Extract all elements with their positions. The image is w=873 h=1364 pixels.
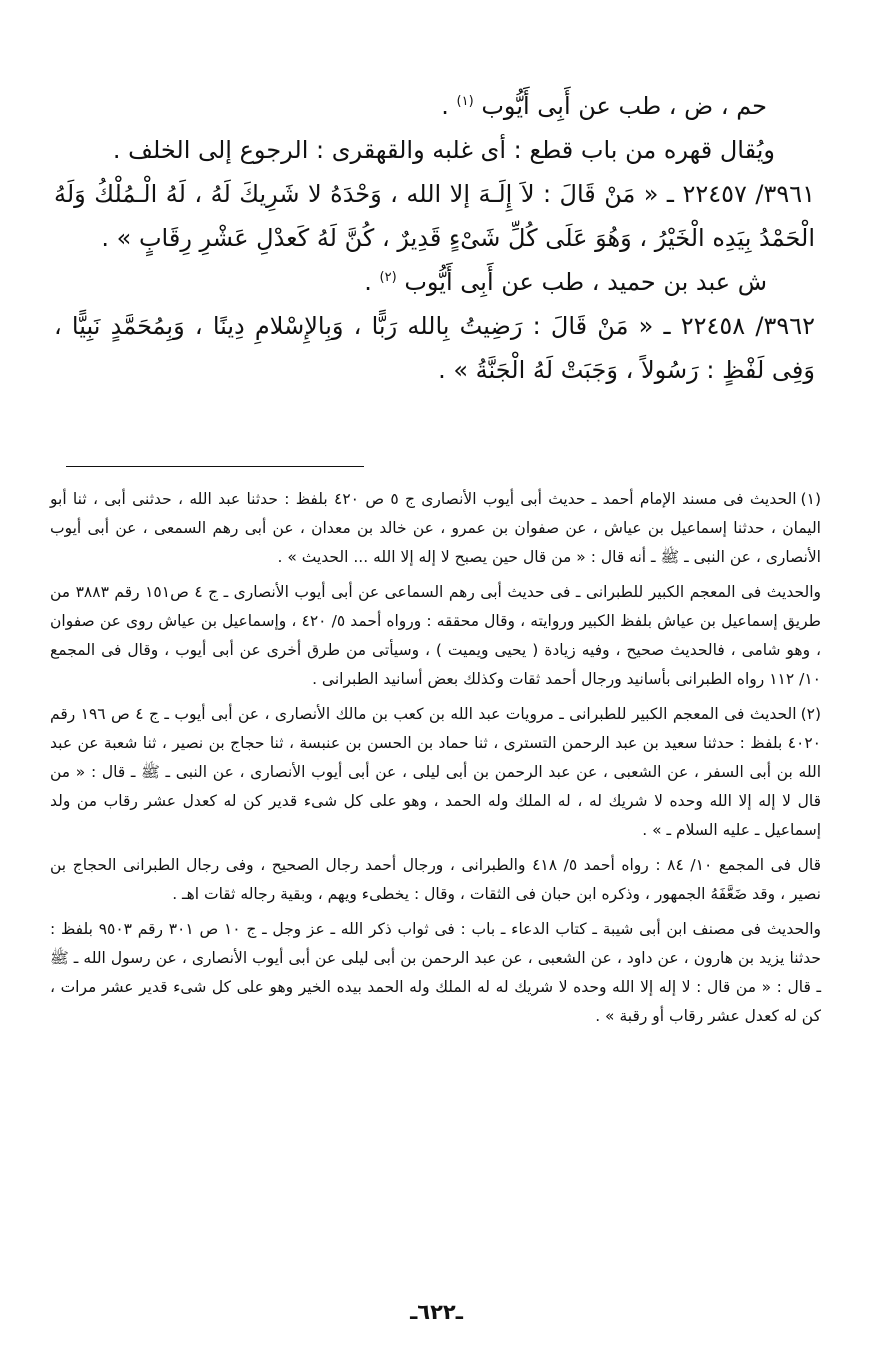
footnote-1-paragraph-1-text: الحديث فى مسند الإمام أحمد ـ حديث أبى أيوب الأنصارى ج ٥ ص ٤٢٠ بلفظ : حدثنا عبد الله ، حدثنى أبى ، ثنا أبو اليمان ، حدثنا إسماعيل بن عياش ، عن صفوان بن عمرو ، عن خالد بن معدان ، عن أبى رهم السمعى ، عن أبى أيوب الأنصارى ، عن النبى ـ ﷺ ـ أنه قال : « من قال حين يصبح لا إله إلا الله ... الحديث » . — [50, 490, 821, 566]
main-text — [54, 84, 815, 392]
footnote-2-number: (٢) — [800, 705, 822, 723]
footnote-2 — [50, 700, 821, 1031]
hadith-3961: ٣٩٦١/ ٢٢٤٥٧ ـ « مَنْ قَالَ : لاَ إِلَـهَ إلا الله ، وَحْدَهُ لا شَرِيكَ لَهُ ، لَهُ الْـمُلْكُ وَلَهُ الْحَمْدُ بِيَدِه الْخَيْرُ ، وَهُوَ عَلَى كُلِّ شَىْءٍ قَدِيرٌ ، كُنَّ لَهُ كَعدْلِ عَشْرِ رِقَابٍ » . — [54, 180, 816, 252]
footnote-ref-1: (١) — [456, 94, 474, 109]
hadith-3962: ٣٩٦٢/ ٢٢٤٥٨ ـ « مَنْ قَالَ : رَضِيتُ بِالله رَبًّا ، وَبِالإِسْلامِ دِينًا ، وَبِمُحَمَّدٍ نَبِيًّا ، وَفِى لَفْظٍ : رَسُولاً ، وَجَبَتْ لَهُ الْجَنَّةُ » . — [54, 312, 815, 384]
source-line-2-text: ش عبد بن حميد ، طب عن أَبِى أَيُّوب — [404, 268, 767, 296]
main-line-1-end: . — [441, 92, 449, 120]
footnotes — [50, 485, 821, 1037]
footnote-1-paragraph-2: والحديث فى المعجم الكبير للطبرانى ـ فى حديث أبى رهم السماعى عن أبى أيوب الأنصارى ـ ج ٤ ص١٥١ رقم ٣٨٨٣ من طريق إسماعيل بن عياش بلفظ الكبير وروايته ، وقال محققه : ورواه أحمد ٥/ ٤٢٠ ، وإسماعيل بن عياش روى عن صفوان ، وهو شامى ، فالحديث صحيح ، وفيه زيادة ( يحيى ويميت ) ، وسيأتى من طرق أخرى عن أبى أيوب ، وقال فى المجمع ١٠/ ١١٢ رواه الطبرانى بأسانيد ورجال أحمد ثقات وكذلك بعض أسانيد الطبرانى . — [50, 583, 821, 688]
footnote-ref-2: (٢) — [379, 270, 397, 285]
footnote-1-paragraph-1 — [50, 485, 821, 572]
source-line-2 — [54, 260, 815, 304]
footnote-2-paragraph-3: والحديث فى مصنف ابن أبى شيبة ـ كتاب الدعاء ـ باب : فى ثواب ذكر الله ـ عز وجل ـ ج ١٠ ص ٣٠١ رقم ٩٥٠٣ بلفظ : حدثنا يزيد بن هارون ، عن داود ، عن الشعبى ، عن عبد الرحمن بن أبى ليلى عن أبى أيوب الأنصارى ، عن رسول الله ـ ﷺ ـ قال : « من قال : لا إله إلا الله وحده لا شريك له له الملك وله الحمد بيده الخير وهو على كل شىء قدير عشر مرات ، كن له كعدل عشر رقاب أو رقبة » . — [50, 920, 822, 1025]
footnote-1 — [50, 485, 821, 694]
page-number: ـ٦٢٢ـ — [410, 1300, 463, 1324]
footnote-1-number: (١) — [800, 490, 821, 508]
footnote-2-paragraph-1-text: الحديث فى المعجم الكبير للطبرانى ـ مرويات عبد الله بن كعب بن مالك الأنصارى ، عن أبى أيوب ـ ج ٤ ص ١٩٦ رقم ٤٠٢٠ بلفظ : حدثنا سعيد بن عبد الرحمن التسترى ، ثنا حماد بن الحسن بن عنبسة ، ثنا حجاج بن نصير ، ثنا شعبة عن عبد الله بن أبى السفر ، عن الشعبى ، عن عبد الرحمن بن أبى ليلى ، عن أبى أيوب الأنصارى ، عن النبى ـ ﷺ ـ قال : « من قال لا إله إلا الله وحده لا شريك له ، له الملك وله الحمد ، وهو على كل شىء قدير كن له كعدل عشر رقاب من ولد إسماعيل ـ عليه السلام ـ » . — [50, 705, 821, 839]
footnote-2-paragraph-2: قال فى المجمع ١٠/ ٨٤ : رواه أحمد ٥/ ٤١٨ والطبرانى ، ورجال أحمد رجال الصحيح ، وفى رجال الطبرانى الحجاج بن نصير ، وقد ضَعَّفَهُ الجمهور ، وذكره ابن حبان فى الثقات ، وقال : يخطىء ويهم ، وبقية رجاله ثقات اهـ . — [50, 856, 821, 903]
footnote-2-paragraph-1 — [50, 700, 821, 845]
main-line-1-text: حم ، ض ، طب عن أَبِى أَيُّوب — [481, 92, 767, 120]
footnote-separator — [66, 466, 364, 467]
source-line-2-end: . — [364, 268, 372, 296]
main-line-2: ويُقال قهره من باب قطع : أى غلبه والقهقرى : الرجوع إلى الخلف . — [112, 136, 775, 164]
main-line-1 — [54, 84, 815, 128]
